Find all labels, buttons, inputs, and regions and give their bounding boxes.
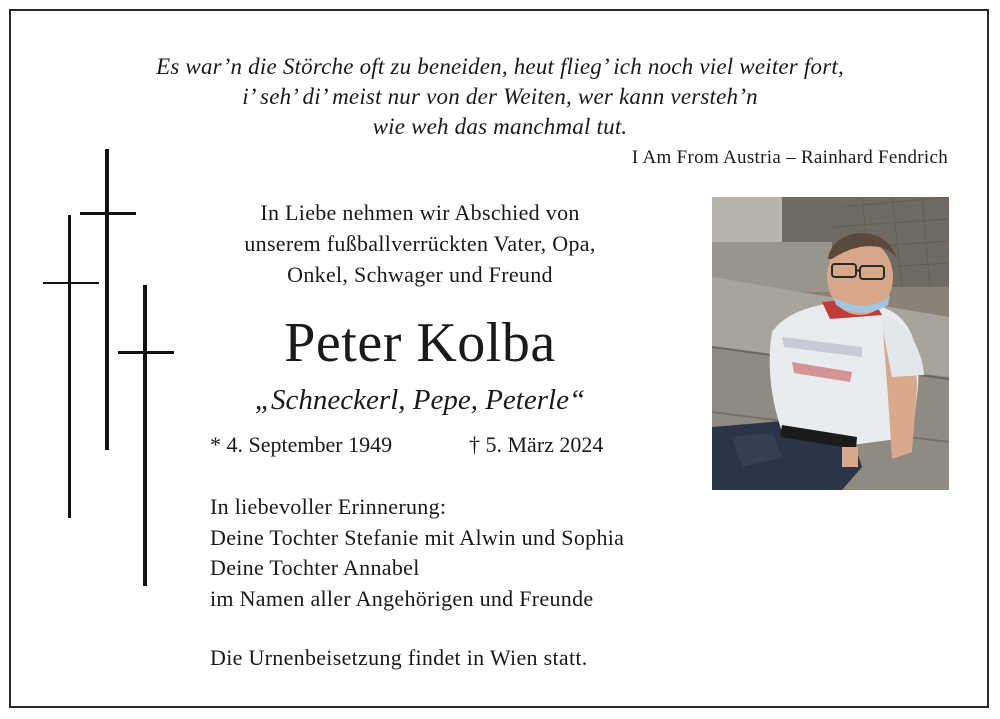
deceased-name: Peter Kolba — [284, 312, 556, 374]
cross-1-horizontal — [43, 282, 99, 284]
cross-1-vertical — [68, 215, 71, 518]
mourners-line-1: In liebevoller Erinnerung: — [210, 494, 447, 519]
mourners-line-3: Deine Tochter Annabel — [210, 555, 420, 580]
quote-attribution: I Am From Austria – Rainhard Fendrich — [631, 147, 948, 168]
mourners-line-2: Deine Tochter Stefanie mit Alwin und Sophia — [210, 524, 625, 550]
cross-2-horizontal — [80, 212, 136, 215]
cross-3-horizontal — [118, 351, 174, 354]
intro-line-1: In Liebe nehmen wir Abschied von — [260, 200, 580, 225]
burial-note: Die Urnenbeisetzung findet in Wien statt. — [210, 645, 588, 670]
song-quote — [0, 52, 1000, 142]
farewell-intro — [190, 197, 650, 290]
mourners-line-4: im Namen aller Angehörigen und Freunde — [210, 585, 594, 611]
birth-date: * 4. September 1949 — [210, 432, 393, 457]
intro-line-2: unserem fußballverrückten Vater, Opa, — [244, 231, 596, 256]
cross-2-vertical — [105, 149, 109, 450]
deceased-nicknames: „Schneckerl, Pepe, Peterle“ — [254, 384, 586, 416]
quote-line-2: i’ seh’ di’ meist nur von der Weiten, wer kann versteh’n — [242, 84, 758, 109]
death-date: † 5. März 2024 — [469, 432, 604, 457]
deceased-photo — [712, 197, 949, 490]
cross-3-vertical — [143, 285, 147, 586]
mourners-list — [210, 492, 624, 614]
quote-line-1: Es war’n die Störche oft zu beneiden, heut flieg’ ich noch viel weiter fort, — [156, 54, 844, 79]
quote-line-3: wie weh das manchmal tut. — [372, 114, 628, 139]
intro-line-3: Onkel, Schwager und Freund — [287, 262, 553, 287]
